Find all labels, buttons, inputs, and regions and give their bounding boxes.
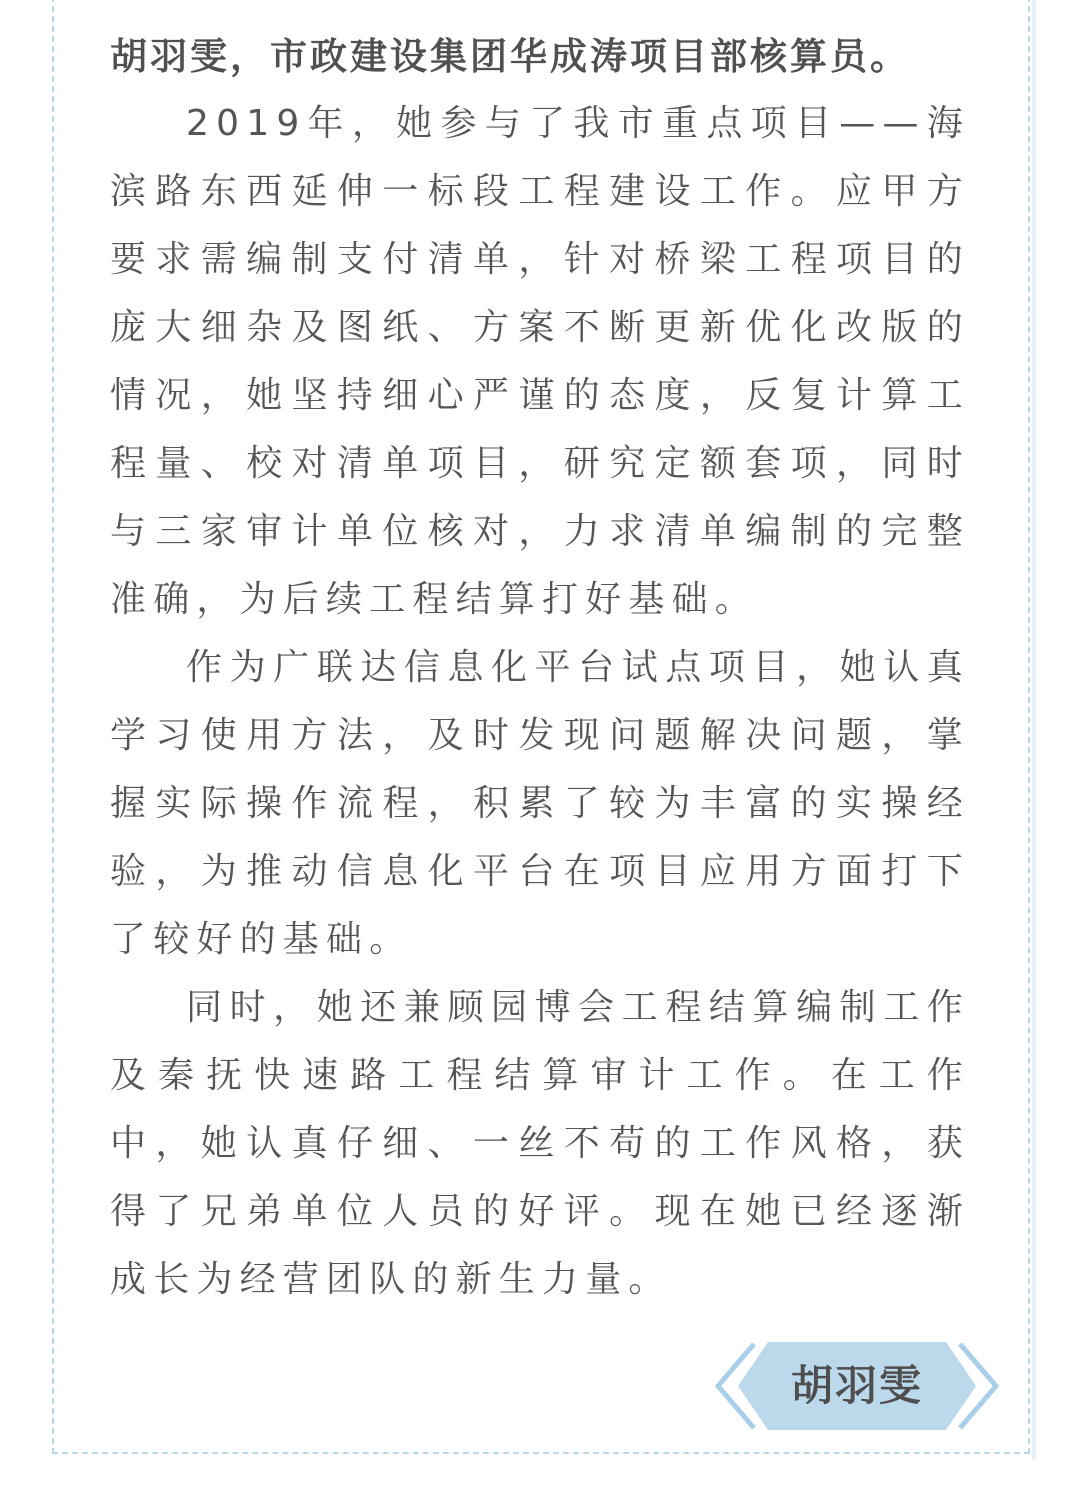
paragraph-platform-pilot: 作为广联达信息化平台试点项目，她认真学习使用方法，及时发现问题解决问题，掌握实际操作流程，积累了较为丰富的实操经验，为推动信息化平台在项目应用方面打下了较好的基础。 [110, 647, 970, 960]
lead-sentence: 胡羽雯，市政建设集团华成涛项目部核算员。 [110, 35, 910, 78]
name-tag [714, 1338, 1000, 1434]
article-body [110, 24, 970, 1314]
frame-right-edge [1032, 0, 1036, 1460]
paragraph-settlement-work: 同时，她还兼顾园博会工程结算编制工作及秦抚快速路工程结算审计工作。在工作中，她认真仔细、一丝不苟的工作风格，获得了兄弟单位人员的好评。现在她已经逐渐成长为经营团队的新生力量。 [110, 987, 970, 1300]
paragraph-project-work: 2019年，她参与了我市重点项目——海滨路东西延伸一标段工程建设工作。应甲方要求需编制支付清单，针对桥梁工程项目的庞大细杂及图纸、方案不断更新优化改版的情况，她坚持细心严谨的态度，反复计算工程量、校对清单项目，研究定额套项，同时与三家审计单位核对，力求清单编制的完整准确，为后续工程结算打好基础。 [110, 103, 970, 620]
name-tag-label: 胡羽雯 [790, 1361, 923, 1410]
